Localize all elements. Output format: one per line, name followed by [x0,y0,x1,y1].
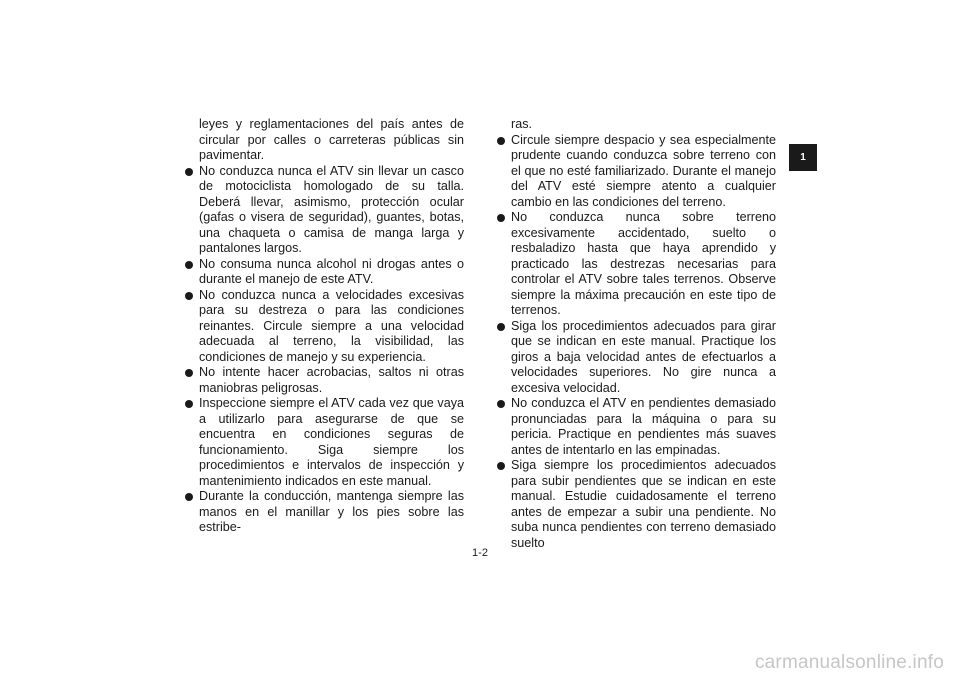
list-item [185,288,464,366]
list-item-text: Durante la conducción, mantenga siempre las manos en el manillar y los pies sobre las estribe- [199,489,464,534]
chapter-tab: 1 [789,144,817,171]
list-item [497,133,776,211]
list-item-text: No conduzca nunca sobre terreno excesivamente accidentado, suelto o resbaladizo hasta que haya aprendido y practicado las destrezas necesarias para controlar el ATV sobre tales terrenos. Observe siempre la máxima precaución en este tipo de terrenos. [511,210,776,317]
list-item-text: No intente hacer acrobacias, saltos ni otras maniobras peligrosas. [199,365,464,395]
list-item-text: No conduzca el ATV en pendientes demasiado pronunciadas para la máquina o para su pericia. Practique en pendientes más suaves antes de intentarlo en las empinadas. [511,396,776,457]
list-item [185,164,464,257]
bullet-icon [185,292,193,300]
page-number: 1-2 [472,547,488,559]
list-item [497,458,776,551]
watermark: carmanualsonline.info [754,652,944,673]
bullet-icon [185,168,193,176]
continuation-text: ras. [511,117,532,131]
list-item [185,365,464,396]
list-item [497,319,776,397]
continuation-text: leyes y reglamentaciones del país antes de circular por calles o carreteras públicas sin pavimentar. [199,117,464,162]
list-item-text: Siga siempre los procedimientos adecuados para subir pendientes que se indican en este manual. Estudie cuidadosamente el terreno antes de empezar a subir una pendiente. No suba nunca pendientes con terreno demasiado suelto [511,458,776,550]
list-item [185,489,464,536]
bullet-icon [185,493,193,501]
bullet-icon [497,137,505,145]
list-item-text: No consuma nunca alcohol ni drogas antes o durante el manejo de este ATV. [199,256,464,286]
list-item-text: Siga los procedimientos adecuados para girar que se indican en este manual. Practique los giros a baja velocidad antes de efectuarlos a velocidades superiores. No gire nunca a excesiva velocidad. [511,318,776,395]
bullet-icon [185,400,193,408]
bullet-icon [185,369,193,377]
list-item [185,257,464,288]
list-item [497,210,776,319]
bullet-icon [497,462,505,470]
list-item-text: No conduzca nunca el ATV sin llevar un casco de motociclista homologado de su talla. Deberá llevar, asimismo, protección ocular (gafas o visera de seguridad), guantes, botas, una chaqueta o camisa de manga larga y pantalones largos. [199,163,464,255]
bullet-icon [185,261,193,269]
list-item-text: Inspeccione siempre el ATV cada vez que vaya a utilizarlo para asegurarse de que se encuentra en condiciones seguras de funcionamiento. Siga siempre los procedimientos e intervalos de inspección y mantenimiento indicados en este manual. [199,396,464,488]
bullet-icon [497,323,505,331]
bullet-icon [497,214,505,222]
list-item [185,396,464,489]
list-item [497,396,776,458]
left-column [185,117,464,536]
bullet-icon [497,400,505,408]
list-item-text: Circule siempre despacio y sea especialmente prudente cuando conduzca sobre terreno con el que no esté familiarizado. Durante el manejo del ATV esté siempre atento a cualquier cambio en las condiciones del terreno. [511,132,776,209]
list-item-text: No conduzca nunca a velocidades excesivas para su destreza o para las condiciones reinantes. Circule siempre a una velocidad adecuada al terreno, la visibilidad, las condiciones de manejo y su experiencia. [199,287,464,364]
right-column [497,117,776,551]
